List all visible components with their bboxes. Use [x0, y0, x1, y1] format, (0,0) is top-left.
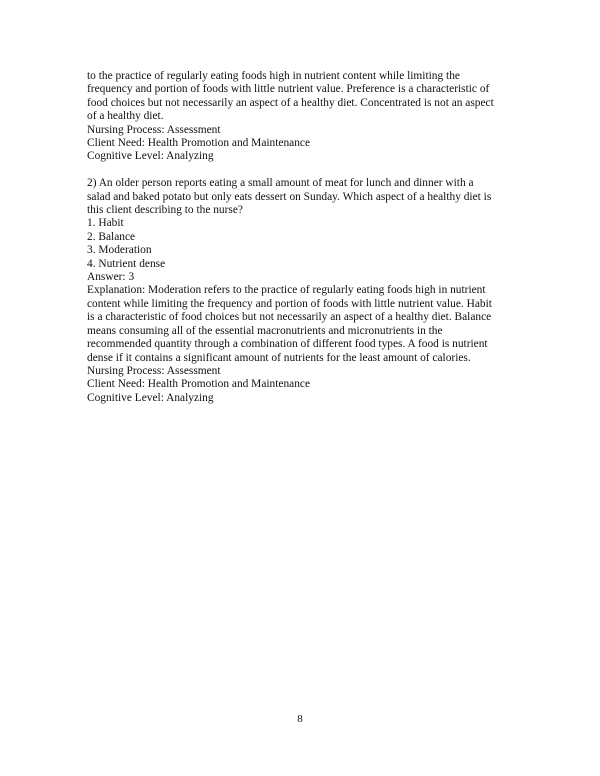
explanation-line: dense if it contains a significant amount of nutrients for the least amount of calories. [87, 351, 471, 364]
paragraph-gap [87, 164, 517, 177]
continued-explanation [87, 70, 517, 164]
question-stem-line: this client describing to the nurse? [87, 204, 243, 217]
nursing-process: Nursing Process: Assessment [87, 123, 221, 136]
answer-option: 3. Moderation [87, 244, 152, 257]
explanation-line: recommended quantity through a combination of different food types. A food is nutrient [87, 338, 488, 351]
document-body [87, 70, 517, 405]
explanation-line: food choices but not necessarily an aspect of a healthy diet. Concentrated is not an aspect [87, 96, 494, 109]
cognitive-level: Cognitive Level: Analyzing [87, 391, 214, 404]
cognitive-level: Cognitive Level: Analyzing [87, 150, 214, 163]
explanation-line: to the practice of regularly eating foods high in nutrient content while limiting the [87, 70, 460, 82]
explanation-line: frequency and portion of foods with little nutrient value. Preference is a characteristic of [87, 83, 490, 96]
explanation-line: of a healthy diet. [87, 110, 164, 123]
answer-option: 4. Nutrient dense [87, 257, 166, 270]
answer-option: 2. Balance [87, 230, 136, 243]
explanation-line: is a characteristic of food choices but not necessarily an aspect of a healthy diet. Balance [87, 311, 492, 324]
answer-key: Answer: 3 [87, 271, 135, 284]
question-stem-line: salad and baked potato but only eats dessert on Sunday. Which aspect of a healthy diet is [87, 190, 492, 203]
explanation-line: content while limiting the frequency and portion of foods with little nutrient value. Habit [87, 297, 492, 310]
explanation-line: means consuming all of the essential macronutrients and micronutrients in the [87, 324, 443, 337]
answer-option: 1. Habit [87, 217, 124, 230]
nursing-process: Nursing Process: Assessment [87, 364, 221, 377]
explanation-line: Explanation: Moderation refers to the practice of regularly eating foods high in nutrient [87, 284, 486, 297]
question-2 [87, 177, 517, 405]
page-number: 8 [297, 713, 303, 725]
client-need: Client Need: Health Promotion and Maintenance [87, 137, 311, 150]
question-stem-line: 2) An older person reports eating a small amount of meat for lunch and dinner with a [87, 177, 474, 190]
client-need: Client Need: Health Promotion and Maintenance [87, 378, 311, 391]
